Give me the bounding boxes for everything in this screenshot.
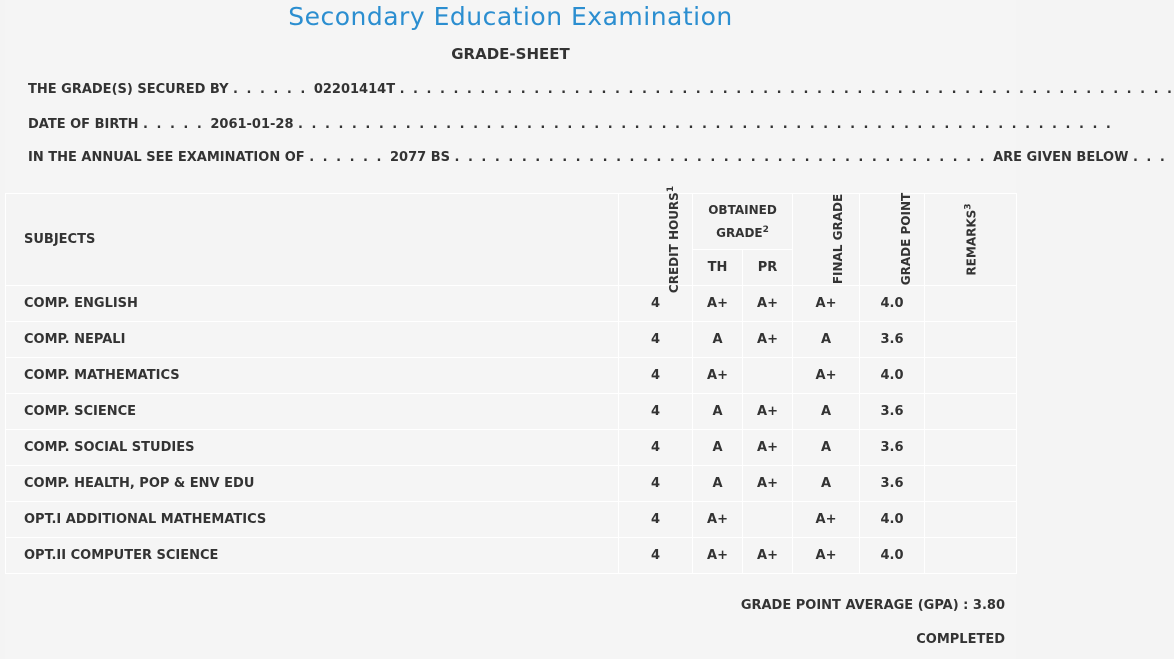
pr-cell: A+: [743, 430, 793, 466]
grade-point-cell: 3.6: [860, 466, 925, 502]
table-row: [6, 466, 1017, 502]
symbol-number: 02201414T: [313, 82, 396, 97]
th-cell: A+: [693, 502, 743, 538]
header-credit-hours: CREDIT HOURS$^1$: [619, 194, 693, 286]
header-final-grade: FINAL GRADE: [793, 194, 860, 286]
credit-cell: 4: [619, 466, 693, 502]
pr-cell: A+: [743, 394, 793, 430]
final-grade-cell: A: [793, 466, 860, 502]
header-obtained-grade: OBTAINED GRADE$^2$: [693, 194, 793, 250]
remarks-cell: [925, 466, 1017, 502]
header-th: TH: [693, 250, 743, 286]
th-cell: A+: [693, 358, 743, 394]
pr-cell: A+: [743, 286, 793, 322]
th-cell: A+: [693, 286, 743, 322]
secured-by-label: THE GRADE(S) SECURED BY: [28, 82, 229, 97]
th-cell: A: [693, 394, 743, 430]
remarks-cell: [925, 358, 1017, 394]
page-subtitle: GRADE-SHEET: [451, 45, 570, 63]
credit-cell: 4: [619, 394, 693, 430]
credit-cell: 4: [619, 538, 693, 574]
exam-label: IN THE ANNUAL SEE EXAMINATION OF: [28, 150, 305, 165]
credit-cell: 4: [619, 502, 693, 538]
grade-point-cell: 4.0: [860, 286, 925, 322]
th-cell: A: [693, 430, 743, 466]
pr-cell: [743, 358, 793, 394]
th-cell: A: [693, 322, 743, 358]
final-grade-cell: A: [793, 322, 860, 358]
subject-cell: OPT.I ADDITIONAL MATHEMATICS: [6, 502, 619, 538]
dob-label: DATE OF BIRTH: [28, 117, 139, 132]
grade-sheet-page: [5, 0, 1174, 659]
credit-cell: 4: [619, 322, 693, 358]
subject-cell: COMP. SCIENCE: [6, 394, 619, 430]
grade-point-cell: 4.0: [860, 358, 925, 394]
final-grade-cell: A+: [793, 502, 860, 538]
credit-cell: 4: [619, 286, 693, 322]
exam-year: 2077 BS: [389, 150, 450, 165]
table-row: [6, 430, 1017, 466]
final-grade-cell: A+: [793, 286, 860, 322]
remarks-cell: [925, 394, 1017, 430]
pr-cell: [743, 502, 793, 538]
given-below-text: ARE GIVEN BELOW: [993, 150, 1129, 165]
page-title: Secondary Education Examination: [288, 2, 733, 31]
subject-cell: OPT.II COMPUTER SCIENCE: [6, 538, 619, 574]
grades-table: [5, 185, 1017, 574]
subject-cell: COMP. NEPALI: [6, 322, 619, 358]
result-status: COMPLETED: [916, 632, 1005, 647]
table-row: [6, 322, 1017, 358]
remarks-cell: [925, 322, 1017, 358]
gpa-value: 3.80: [972, 598, 1005, 613]
remarks-cell: [925, 538, 1017, 574]
subject-cell: COMP. ENGLISH: [6, 286, 619, 322]
final-grade-cell: A+: [793, 358, 860, 394]
grade-point-cell: 4.0: [860, 538, 925, 574]
table-row: [6, 394, 1017, 430]
exam-line: IN THE ANNUAL SEE EXAMINATION OF . . . . . . 2077 BS . . . . . . . . . . . . . . . . . . . . . . . . . . . . . . . . . . . . . . . . ARE GIVEN BELOW . . .: [28, 150, 1167, 165]
credit-cell: 4: [619, 358, 693, 394]
final-grade-cell: A: [793, 394, 860, 430]
subject-cell: COMP. MATHEMATICS: [6, 358, 619, 394]
final-grade-cell: A+: [793, 538, 860, 574]
header-subjects: SUBJECTS: [6, 194, 619, 286]
remarks-cell: [925, 430, 1017, 466]
th-cell: A+: [693, 538, 743, 574]
subject-cell: COMP. HEALTH, POP & ENV EDU: [6, 466, 619, 502]
header-grade-point: GRADE POINT: [860, 194, 925, 286]
pr-cell: A+: [743, 538, 793, 574]
remarks-cell: [925, 502, 1017, 538]
header-pr: PR: [743, 250, 793, 286]
subject-cell: COMP. SOCIAL STUDIES: [6, 430, 619, 466]
dob-line: DATE OF BIRTH . . . . . 2061-01-28 . . . . . . . . . . . . . . . . . . . . . . . . . . . . . . . . . . . . . . . . . . . . . . . . . . . . . . . . . . . . .: [28, 117, 1113, 132]
pr-cell: A+: [743, 322, 793, 358]
pr-cell: A+: [743, 466, 793, 502]
grade-point-cell: 3.6: [860, 322, 925, 358]
grade-point-cell: 4.0: [860, 502, 925, 538]
gpa-label: GRADE POINT AVERAGE (GPA) :: [740, 598, 969, 613]
gpa-line: [741, 598, 1005, 613]
table-row: [6, 286, 1017, 322]
dob-value: 2061-01-28: [210, 117, 294, 132]
grade-point-cell: 3.6: [860, 430, 925, 466]
remarks-cell: [925, 286, 1017, 322]
header-remarks: REMARKS$^3$: [925, 194, 1017, 286]
table-row: [6, 538, 1017, 574]
grade-point-cell: 3.6: [860, 394, 925, 430]
credit-cell: 4: [619, 430, 693, 466]
th-cell: A: [693, 466, 743, 502]
final-grade-cell: A: [793, 430, 860, 466]
secured-by-line: THE GRADE(S) SECURED BY . . . . . . 02201414T . . . . . . . . . . . . . . . . . . . . . . . . . . . . . . . . . . . . . . . . . . . . . . . . . . . . . . . . . .: [28, 82, 1174, 97]
table-row: [6, 358, 1017, 394]
grade-rows: [6, 286, 1017, 574]
table-row: [6, 502, 1017, 538]
